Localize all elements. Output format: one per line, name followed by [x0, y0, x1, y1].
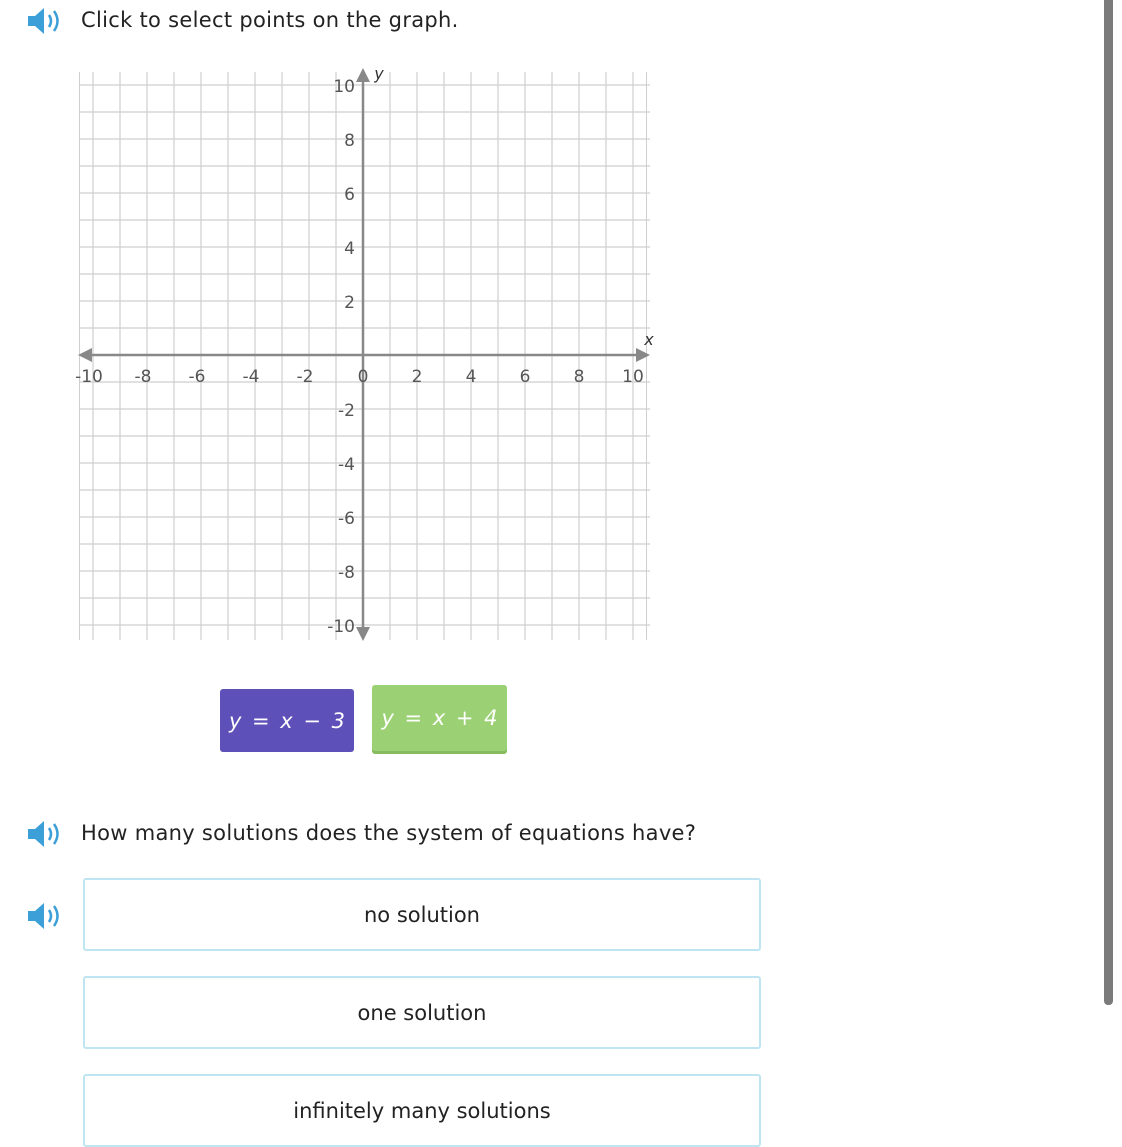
x-tick-label: 6 — [519, 367, 531, 387]
x-tick-label: -8 — [134, 367, 152, 387]
y-tick-label: -6 — [338, 509, 355, 529]
question-text: How many solutions does the system of equations have? — [81, 821, 697, 845]
x-tick-label: -2 — [296, 367, 314, 387]
x-tick-label: 8 — [573, 367, 585, 387]
y-tick-label: 2 — [344, 293, 355, 313]
y-axis-arrow-up — [356, 68, 370, 82]
choice-infinitely-many[interactable]: infinitely many solutions — [83, 1074, 761, 1147]
equation-button-2[interactable]: y = x + 4 — [372, 685, 507, 751]
x-tick-label: -10 — [75, 367, 103, 387]
y-tick-label: 4 — [344, 239, 355, 259]
choice-one-solution[interactable]: one solution — [83, 976, 761, 1049]
y-axis-label: y — [374, 64, 384, 83]
choice-no-solution[interactable]: no solution — [83, 878, 761, 951]
x-axis-label: x — [644, 330, 654, 349]
x-axis-arrow-right — [636, 348, 650, 362]
y-tick-label: 8 — [344, 131, 355, 151]
scrollbar[interactable] — [1104, 0, 1113, 1005]
x-axis-arrow-left — [78, 348, 92, 362]
x-tick-label: 0 — [357, 367, 369, 387]
x-tick-label: 2 — [411, 367, 423, 387]
equation-button-1[interactable]: y = x − 3 — [220, 689, 354, 752]
x-tick-label: 4 — [465, 367, 477, 387]
x-tick-label: 10 — [622, 367, 644, 387]
y-tick-label: -4 — [338, 455, 355, 475]
x-tick-label: -4 — [242, 367, 260, 387]
instruction-text: Click to select points on the graph. — [81, 8, 459, 32]
y-tick-label: -2 — [338, 401, 355, 421]
speaker-icon[interactable] — [26, 819, 66, 849]
y-tick-label: -10 — [327, 617, 355, 637]
y-tick-label: 10 — [333, 77, 355, 97]
y-tick-label: -8 — [338, 563, 355, 583]
x-tick-label: -6 — [188, 367, 206, 387]
coordinate-graph[interactable] — [0, 0, 700, 660]
y-tick-label: 6 — [344, 185, 355, 205]
y-axis-arrow-down — [356, 627, 370, 641]
speaker-icon[interactable] — [26, 901, 66, 931]
